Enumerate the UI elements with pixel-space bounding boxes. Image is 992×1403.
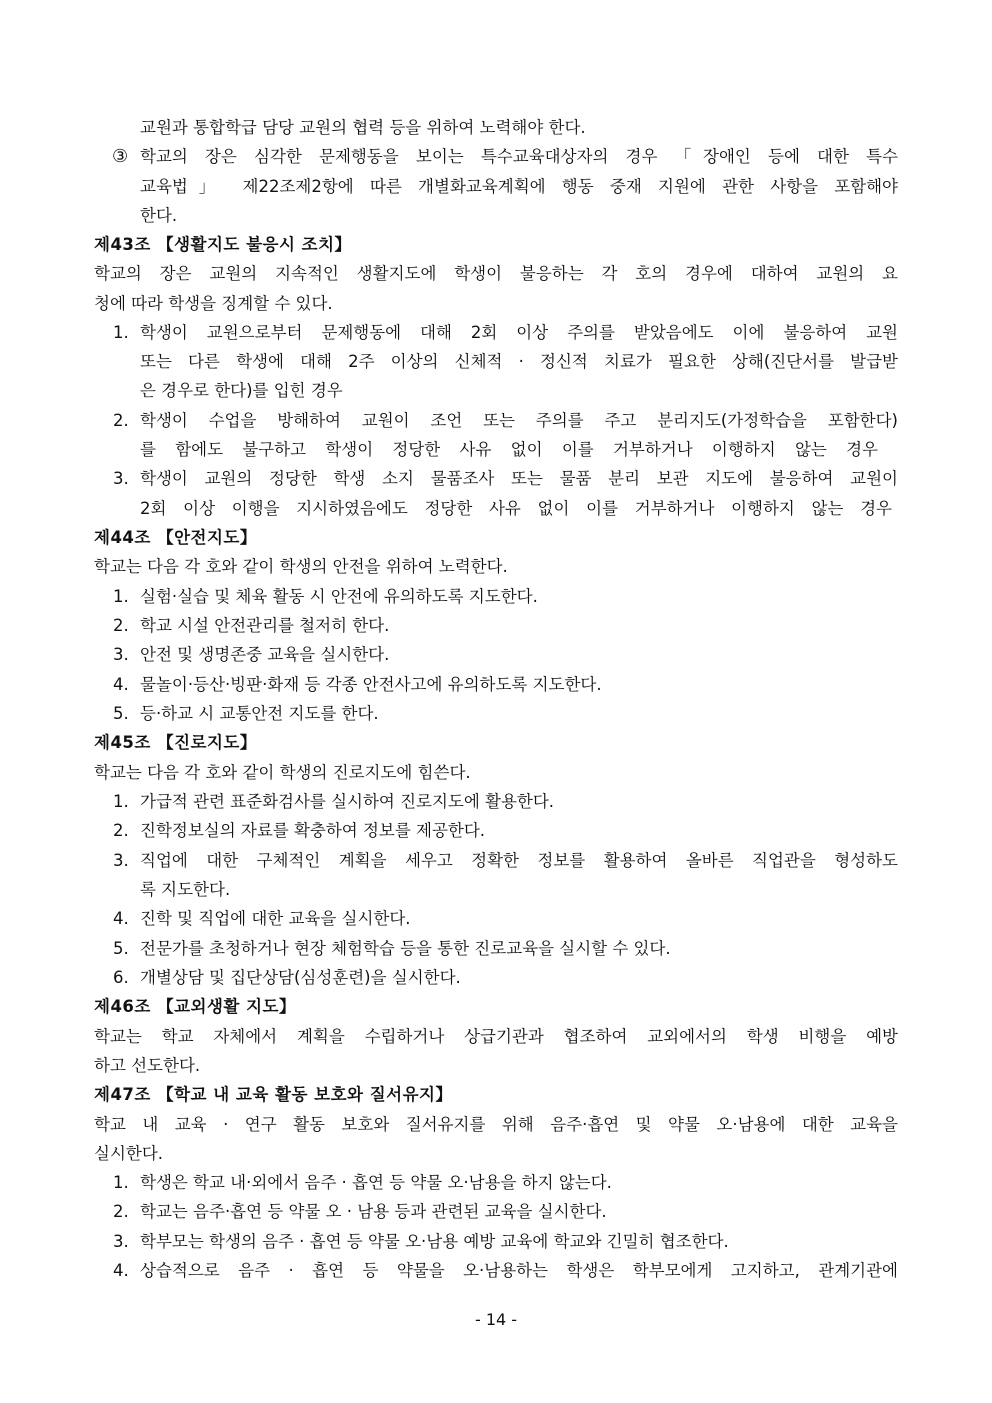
text-line: 또는 다른 학생에 대해 2주 이상의 신체적 · 정신적 치료가 필요한 상해(진단서를 발급받 (140, 352, 898, 371)
article-heading: 제44조 【안전지도】 (94, 528, 257, 547)
item-number: 2. (113, 821, 129, 840)
text-line: 학교 시설 안전관리를 철저히 한다. (140, 616, 390, 635)
text-line: 교원과 통합학급 담당 교원의 협력 등을 위하여 노력해야 한다. (140, 118, 586, 137)
item-number: 1. (113, 323, 129, 342)
text-line: 학교의 장은 심각한 문제행동을 보이는 특수교육대상자의 경우 「장애인 등에 대한 특수 (140, 147, 898, 166)
item-number: 5. (113, 939, 129, 958)
item-number: 1. (113, 1173, 129, 1192)
item-number: 3. (113, 1232, 129, 1251)
item-number: 2. (113, 1202, 129, 1221)
text-line: 진학 및 직업에 대한 교육을 실시한다. (140, 909, 411, 928)
text-line: 학교는 학교 자체에서 계획을 수립하거나 상급기관과 협조하여 교외에서의 학생 비행을 예방 (94, 1027, 898, 1046)
text-line: 를 함에도 불구하고 학생이 정당한 사유 없이 이를 거부하거나 이행하지 않는 경우 (140, 440, 878, 459)
text-line: 진학정보실의 자료를 확충하여 정보를 제공한다. (140, 821, 486, 840)
article-heading: 제46조 【교외생활 지도】 (94, 997, 296, 1016)
text-line: 한다. (140, 206, 178, 225)
item-number: 2. (113, 411, 129, 430)
clause-marker: ③ (112, 146, 129, 167)
text-line: 안전 및 생명존중 교육을 실시한다. (140, 645, 390, 664)
page-number: - 14 - (474, 1310, 518, 1329)
article-heading: 제47조 【학교 내 교육 활동 보호와 질서유지】 (94, 1085, 453, 1104)
item-number: 3. (113, 469, 129, 488)
text-line: 상습적으로 음주 · 흡연 등 약물을 오·남용하는 학생은 학부모에게 고지하고, 관계기관에 (140, 1261, 898, 1280)
text-line: 물놀이·등산·빙판·화재 등 각종 안전사고에 유의하도록 지도한다. (140, 675, 602, 694)
text-line: 학교는 다음 각 호와 같이 학생의 진로지도에 힘쓴다. (94, 763, 471, 782)
text-line: 실시한다. (94, 1144, 164, 1163)
item-number: 5. (113, 704, 129, 723)
text-line: 학생이 교원으로부터 문제행동에 대해 2회 이상 주의를 받았음에도 이에 불응하여 교원 (140, 323, 898, 342)
text-line: 청에 따라 학생을 징계할 수 있다. (94, 294, 333, 313)
text-line: 교육법」 제22조제2항에 따른 개별화교육계획에 행동 중재 지원에 관한 사항을 포함해야 (140, 177, 898, 196)
text-line: 개별상담 및 집단상담(심성훈련)을 실시한다. (140, 968, 461, 987)
text-line: 학교의 장은 교원의 지속적인 생활지도에 학생이 불응하는 각 호의 경우에 대하여 교원의 요 (94, 264, 898, 283)
text-line: 학교 내 교육 · 연구 활동 보호와 질서유지를 위해 음주·흡연 및 약물 오·남용에 대한 교육을 (94, 1115, 898, 1134)
article-heading: 제45조 【진로지도】 (94, 733, 257, 752)
text-line: 직업에 대한 구체적인 계획을 세우고 정확한 정보를 활용하여 올바른 직업관을 형성하도 (140, 851, 898, 870)
text-line: 학생이 수업을 방해하여 교원이 조언 또는 주의를 주고 분리지도(가정학습을 포함한다) (140, 411, 898, 430)
item-number: 1. (113, 587, 129, 606)
item-number: 3. (113, 851, 129, 870)
item-number: 4. (113, 909, 129, 928)
text-line: 학생이 교원의 정당한 학생 소지 물품조사 또는 물품 분리 보관 지도에 불응하여 교원이 (140, 469, 898, 488)
text-line: 실험·실습 및 체육 활동 시 안전에 유의하도록 지도한다. (140, 587, 538, 606)
text-line: 하고 선도한다. (94, 1056, 201, 1075)
item-number: 3. (113, 645, 129, 664)
text-line: 록 지도한다. (140, 880, 231, 899)
text-line: 학생은 학교 내·외에서 음주 · 흡연 등 약물 오·남용을 하지 않는다. (140, 1173, 612, 1192)
item-number: 2. (113, 616, 129, 635)
text-line: 등·하교 시 교통안전 지도를 한다. (140, 704, 379, 723)
text-line: 가급적 관련 표준화검사를 실시하여 진로지도에 활용한다. (140, 792, 555, 811)
item-number: 6. (113, 968, 129, 987)
text-line: 전문가를 초청하거나 현장 체험학습 등을 통한 진로교육을 실시할 수 있다. (140, 939, 671, 958)
item-number: 4. (113, 1261, 129, 1280)
item-number: 4. (113, 675, 129, 694)
text-line: 학교는 다음 각 호와 같이 학생의 안전을 위하여 노력한다. (94, 557, 508, 576)
item-number: 1. (113, 792, 129, 811)
text-line: 학부모는 학생의 음주 · 흡연 등 약물 오·남용 예방 교육에 학교와 긴밀히 협조한다. (140, 1232, 729, 1251)
text-line: 2회 이상 이행을 지시하였음에도 정당한 사유 없이 이를 거부하거나 이행하지 않는 경우 (140, 499, 892, 518)
text-line: 학교는 음주·흡연 등 약물 오 · 남용 등과 관련된 교육을 실시한다. (140, 1202, 607, 1221)
text-line: 은 경우로 한다)를 입힌 경우 (140, 381, 343, 400)
article-heading: 제43조 【생활지도 불응시 조치】 (94, 235, 352, 254)
